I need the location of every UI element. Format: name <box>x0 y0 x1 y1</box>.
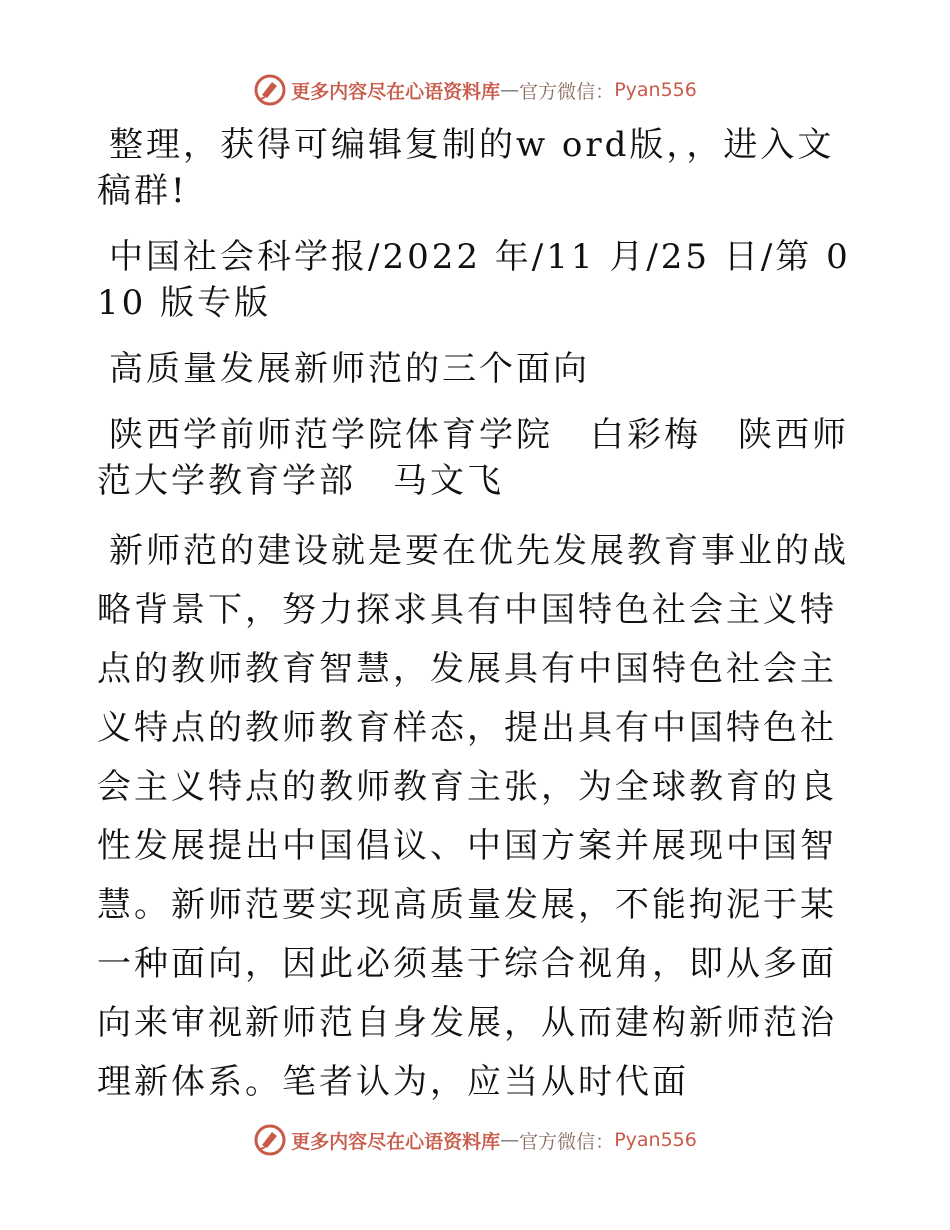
banner-separator: — <box>500 1129 520 1151</box>
banner-wechat-id: Pyan556 <box>614 1129 697 1151</box>
document-content <box>97 122 857 1132</box>
header-banner <box>0 70 950 110</box>
brand-logo-icon <box>253 73 287 107</box>
banner-wechat-label: 官方微信： <box>519 1130 615 1153</box>
banner-wechat-label: 官方微信： <box>519 80 615 103</box>
body-paragraph: 新师范的建设就是要在优先发展教育事业的战略背景下，努力探求具有中国特色社会主义特点的教师教育智慧，发展具有中国特色社会主义特点的教师教育样态，提出具有中国特色社会主义特点的教师教育主张，为全球教育的良性发展提出中国倡议、中国方案并展现中国智慧。新师范要实现高质量发展，不能拘泥于某一种面向，因此必须基于综合视角，即从多面向来审视新师范自身发展，从而建构新师范治理新体系。笔者认为，应当从时代面 <box>97 531 849 1102</box>
intro-paragraph: 整理，获得可编辑复制的w ord版，，进入文稿群! <box>97 125 835 211</box>
banner-wechat-id: Pyan556 <box>614 79 697 101</box>
source-line: 中国社会科学报/2022 年/11 月/25 日/第 010 版专版 <box>97 237 851 323</box>
banner-brand-text: 更多内容尽在心语资料库 <box>291 1130 501 1153</box>
banner-separator: — <box>500 79 520 101</box>
article-title: 高质量发展新师范的三个面向 <box>109 349 590 389</box>
authors-line: 陕西学前师范学院体育学院 白彩梅 陕西师范大学教育学部 马文飞 <box>97 415 849 501</box>
banner-brand-text: 更多内容尽在心语资料库 <box>291 80 501 103</box>
footer-banner <box>0 1120 950 1160</box>
brand-logo-icon <box>253 1123 287 1157</box>
